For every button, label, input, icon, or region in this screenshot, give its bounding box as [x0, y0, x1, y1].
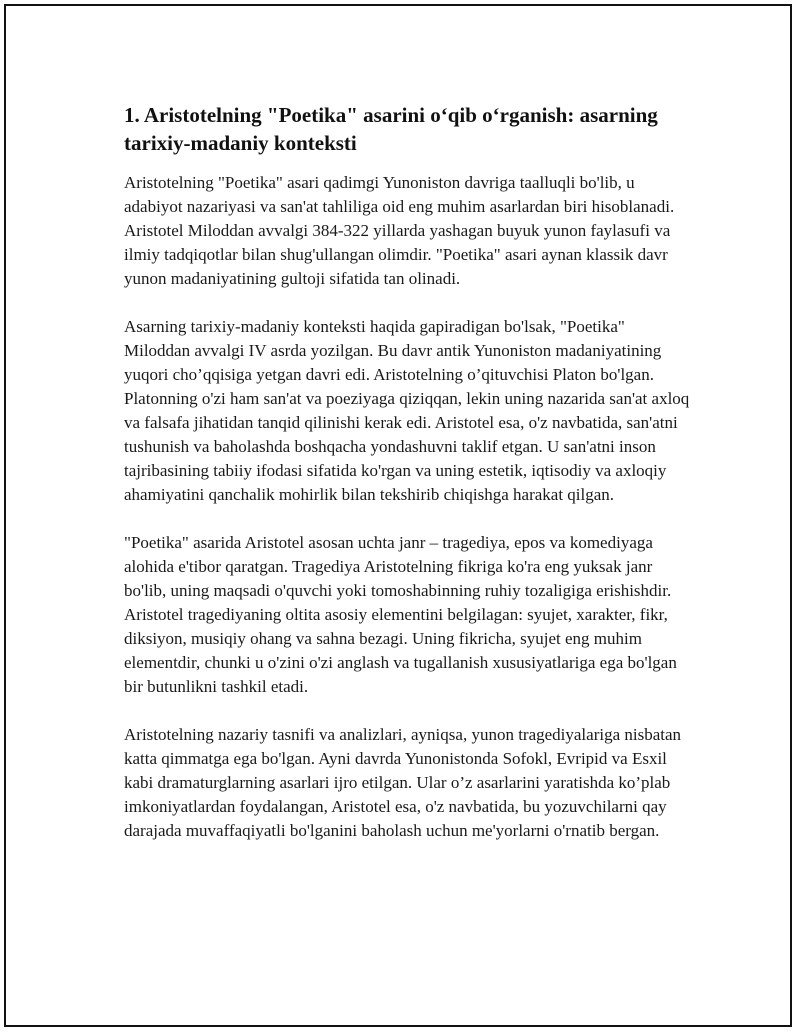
document-body	[124, 101, 694, 867]
page-frame	[4, 4, 792, 1027]
paragraph-3: "Poetika" asarida Aristotel asosan uchta janr – tragediya, epos va komediyaga alohida e'tibor qaratgan. Tragediya Aristotelning fikriga ko'ra eng yuksak janr bo'lib, uning maqsadi o'quvchi yoki tomoshabinning ruhiy tozaligiga erishishdir. Aristotel tragediyaning oltita asosiy elementini belgilagan: syujet, xarakter, fikr, diksiyon, musiqiy ohang va sahna bezagi. Uning fikricha, syujet eng muhim elementdir, chunki u o'zini o'zi anglash va tugallanish xususiyatlariga ega bo'lgan bir butunlikni tashkil etadi.	[124, 533, 677, 696]
paragraph-2: Asarning tarixiy-madaniy konteksti haqida gapiradigan bo'lsak, "Poetika" Miloddan avvalgi IV asrda yozilgan. Bu davr antik Yunoniston madaniyatining yuqori cho’qqisiga yetgan davri edi. Aristotelning o’qituvchisi Platon bo'lgan. Platonning o'zi ham san'at va poeziyaga qiziqqan, lekin uning nazarida san'at axloq va falsafa jihatidan tanqid qilinishi kerak edi. Aristotel esa, o'z navbatida, san'atni tushunish va baholashda boshqacha yondashuvni taklif etgan. U san'atni inson tajribasining tabiiy ifodasi sifatida ko'rgan va uning estetik, iqtisodiy va axloqiy ahamiyatini qanchalik mohirlik bilan tekshirib chiqishga harakat qilgan.	[124, 317, 690, 504]
paragraph-1: Aristotelning "Poetika" asari qadimgi Yunoniston davriga taalluqli bo'lib, u adabiyot nazariyasi va san'at tahliliga oid eng muhim asarlardan biri hisoblanadi. Aristotel Miloddan avvalgi 384-322 yillarda yashagan buyuk yunon faylasufi va ilmiy tadqiqotlar bilan shug'ullangan olimdir. "Poetika" asari aynan klassik davr yunon madaniyatining gultoji sifatida tan olinadi.	[124, 173, 675, 288]
paragraph-4: Aristotelning nazariy tasnifi va analizlari, ayniqsa, yunon tragediyalariga nisbatan katta qimmatga ega bo'lgan. Ayni davrda Yunonistonda Sofokl, Evripid va Esxil kabi dramaturglarning asarlari ijro etilgan. Ular o’z asarlarini yaratishda ko’plab imkoniyatlardan foydalangan, Aristotel esa, o'z navbatida, bu yozuvchilarni qay darajada muvaffaqiyatli bo'lganini baholash uchun me'yorlarni o'rnatib bergan.	[124, 725, 682, 840]
document-title: 1. Aristotelning "Poetika" asarini o‘qib o‘rganish: asarning tarixiy-madaniy konteksti	[124, 103, 658, 155]
